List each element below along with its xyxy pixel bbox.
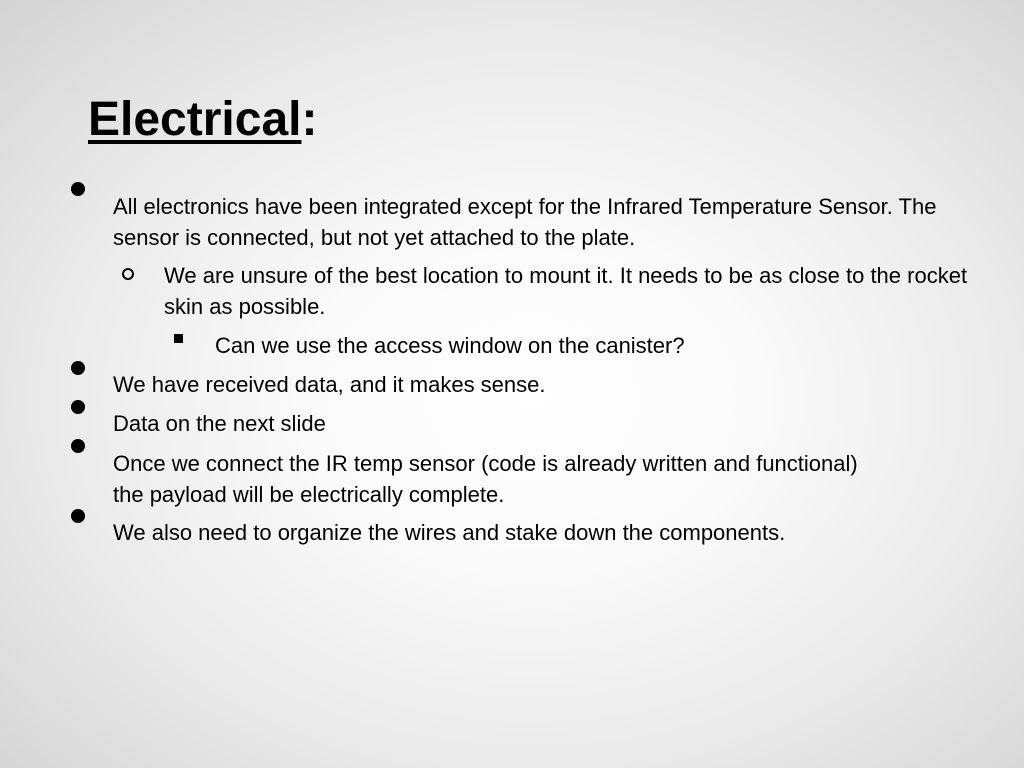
- bullet-item: We also need to organize the wires and stake down the components.: [113, 520, 786, 545]
- slide-title-colon: :: [301, 93, 318, 146]
- bullet-dot-icon: [71, 400, 85, 414]
- bullet-dot-icon: [71, 509, 85, 523]
- bullet-circle-icon: [122, 268, 134, 280]
- bullet-dot-icon: [71, 182, 85, 196]
- sub-bullet-item: We are unsure of the best location to mount it. It needs to be as close to the rocket skin as possible.: [164, 263, 968, 319]
- bullet-item: All electronics have been integrated except for the Infrared Temperature Sensor. The sensor is connected, but not yet attached to the plate.: [113, 194, 937, 250]
- slide-title: [88, 92, 317, 148]
- bullet-square-icon: [174, 334, 183, 343]
- bullet-dot-icon: [71, 361, 85, 375]
- bullet-dot-icon: [71, 439, 85, 453]
- sub-sub-bullet-item: Can we use the access window on the canister?: [215, 333, 685, 358]
- bullet-item: We have received data, and it makes sense.: [113, 372, 546, 397]
- bullet-item: Once we connect the IR temp sensor (code is already written and functional) the payload will be electrically complete.: [113, 451, 858, 507]
- slide-title-text: Electrical: [88, 93, 302, 146]
- bullet-item: Data on the next slide: [113, 411, 326, 436]
